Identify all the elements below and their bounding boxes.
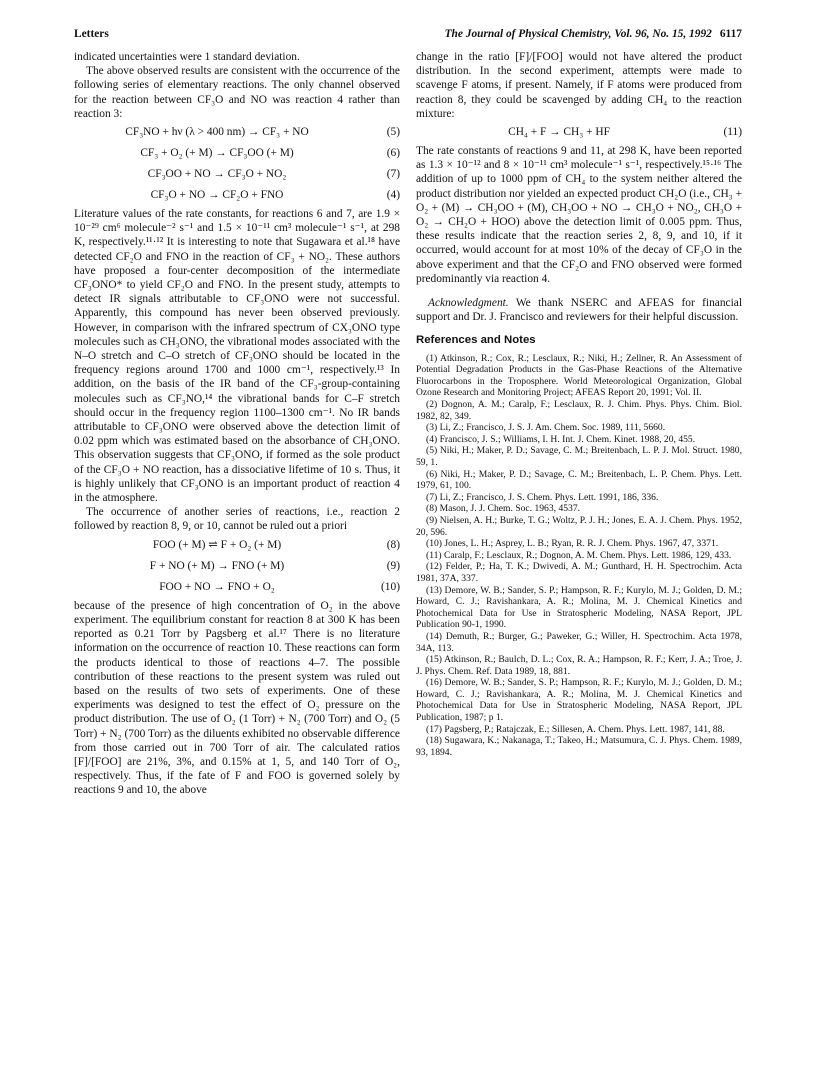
equation-block: [74, 536, 400, 597]
equation: [74, 123, 400, 142]
references-list: [416, 353, 742, 759]
paragraph: The above observed results are consistent with the occurrence of the following series of elementary reactions. The only channel observed for the reaction between CF₃O and NO was reaction 4 rather than reaction 3:: [74, 65, 400, 120]
references-heading: References and Notes: [416, 334, 536, 347]
equation-number: (10): [381, 580, 400, 593]
paragraph: The rate constants of reactions 9 and 11, at 298 K, have been reported as 1.3 × 10⁻¹² and 8 × 10⁻¹¹ cm³ molecule⁻¹ s⁻¹, respectively.¹⁵·¹⁶ The addition of up to 1000 ppm of CH₄ to the system neither altered the product distribution nor yielded an expected product CH₂O (i.e., CH₃ + O₂ + (M) → CH₃OO + (M), CH₃OO + NO → CH₃O + NO₂, CH₃O + O₂ → CH₂O + HOO) above the detection limit of 0.005 ppm. Thus, these results indicate that the reaction series 2, 8, 9, and 10, if it occurred, would account for at most 10% of the decay of CF₃O in the above experiment and that the CF₂O and FNO observed were formed predominantly via reaction 4.: [416, 145, 742, 285]
equation-expression: CF₃O + NO → CF₂O + FNO: [150, 189, 284, 202]
reference-item: (13) Demore, W. B.; Sander, S. P.; Hampson, R. F.; Kurylo, M. J.; Golden, D. M.; Howard, C. J.; Ravishankara, A. R.; Molina, M. J. Chemical Kinetics and Photochemical Data for Use in Stratospheric Modeling, NASA Report, JPL Publication 90-1, 1990.: [416, 584, 742, 631]
equation-number: (7): [386, 168, 400, 181]
equation: [74, 144, 400, 163]
equation-expression: CH₄ + F → CH₃ + HF: [508, 126, 610, 139]
reference-item: (6) Niki, H.; Maker, P. D.; Savage, C. M.; Breitenbach, L. P. Chem. Phys. Lett. 1979, 61, 100.: [416, 468, 742, 492]
reference-item: (18) Sugawara, K.; Nakanaga, T.; Takeo, H.; Matsumura, C. J. Phys. Chem. 1989, 93, 1894.: [416, 735, 742, 758]
reference-item: (2) Dognon, A. M.; Caralp, F.; Lesclaux, R. J. Chim. Phys. Phys. Chim. Biol. 1982, 82, 349.: [416, 399, 742, 422]
section-label: Letters: [74, 28, 109, 40]
equation-number: (5): [386, 126, 400, 139]
equation-number: (4): [386, 189, 400, 202]
reference-item: (8) Mason, J. J. Chem. Soc. 1963, 4537.: [426, 503, 581, 515]
reference-item: (3) Li, Z.; Francisco, J. S. J. Am. Chem. Soc. 1989, 111, 5660.: [426, 422, 666, 434]
reference-item: (11) Caralp, F.; Lesclaux, R.; Dognon, A. M. Chem. Phys. Lett. 1986, 129, 433.: [426, 549, 732, 561]
reference-item: (12) Felder, P.; Ha, T. K.; Dwivedi, A. M.; Gunthard, H. H. Spectrochim. Acta 1981, 37A, 337.: [416, 561, 742, 584]
equation-expression: CF₃NO + hν (λ > 400 nm) → CF₃ + NO: [125, 126, 309, 139]
journal-name: The Journal of Physical Chemistry, Vol. 96, No. 15, 1992: [444, 28, 712, 40]
equation: [74, 186, 400, 205]
equation-number: (6): [386, 147, 400, 160]
equation-expression: CF₃OO + NO → CF₃O + NO₂: [147, 168, 287, 181]
equation: [74, 578, 400, 597]
reference-item: (1) Atkinson, R.; Cox, R.; Lesclaux, R.; Niki, H.; Zellner, R. An Assessment of Potential Degradation Products in the Gas-Phase Reactions of the Alternative Fluorocarbons in the Troposphere. World Meteorological Organization, Global Ozone Research and Monitoring Project; AFEAS Report 20, 1991; Vol. II.: [416, 352, 742, 399]
equation-number: (8): [386, 538, 400, 551]
equation: [74, 557, 400, 576]
equation-expression: FOO (+ M) ⇌ F + O₂ (+ M): [152, 538, 282, 551]
equation-number: (11): [723, 126, 742, 139]
acknowledgment: [416, 296, 742, 324]
equation: [74, 165, 400, 184]
reference-item: (17) Pagsberg, P.; Ratajczak, E.; Sillesen, A. Chem. Phys. Lett. 1987, 141, 88.: [426, 723, 725, 735]
paragraph: Literature values of the rate constants, for reactions 6 and 7, are 1.9 × 10⁻²⁹ cm⁶ molecule⁻² s⁻¹ and 1.5 × 10⁻¹¹ cm³ molecule⁻¹ s⁻¹, at 298 K, respectively.¹¹·¹² It is interesting to note that Sugawara et al.¹⁸ have detected CF₂O and FNO in the reaction of CF₃ + NO₂. These authors have proposed a four-center decomposition of the intermediate CF₃ONO* to yield CF₂O and FNO. In the present study, attempts to detect IR signals attributable to CF₃ONO were not successful. Apparently, this compound has never been observed previously. However, in comparison with the infrared spectrum of CX₃ONO type molecules such as CH₃ONO, the vibrational modes associated with the N–O stretch and C–O stretch of CF₃ONO should be located in the frequency regions around 1700 and 1000 cm⁻¹, respectively.¹³ In addition, on the basis of the IR band of the CF₃-group-containing molecules such as CF₃NO,¹⁴ the vibrational bands for C–F stretch should occur in the frequency region 1100–1300 cm⁻¹. No IR bands attributable to CF₃ONO were observed above the detection limit of 0.02 ppm which was estimated based on the absorbance of CH₃ONO. This observation suggests that CF₃ONO, if formed as the sole product of the CF₃O + NO reaction, has a dissociative lifetime of 10 s. Thus, it is highly unlikely that CF₃ONO is an important product of reaction 4 in the atmosphere.: [74, 208, 400, 505]
left-column: [74, 50, 400, 798]
equation-number: (9): [386, 559, 400, 572]
acknowledgment-text: We thank NSERC and AFEAS for financial support and Dr. J. Francisco and reviewers for their helpful discussion.: [416, 297, 742, 324]
right-column: [416, 50, 742, 758]
reference-item: (7) Li, Z.; Francisco, J. S. Chem. Phys. Lett. 1991, 186, 336.: [426, 491, 659, 503]
paragraph: change in the ratio [F]/[FOO] would not have altered the product distribution. In the second experiment, attempts were made to scavenge F atoms, if present. Namely, if F atoms were produced from reaction 8, they could be scavenged by adding CH₄ to the reaction mixture:: [416, 51, 742, 120]
equation-expression: F + NO (+ M) → FNO (+ M): [149, 559, 285, 572]
equation: [416, 123, 742, 142]
equation: [74, 536, 400, 555]
journal-citation: [445, 28, 742, 40]
reference-item: (4) Francisco, J. S.; Williams, I. H. Int. J. Chem. Kinet. 1988, 20, 455.: [426, 433, 696, 445]
equation-expression: FOO + NO → FNO + O₂: [159, 580, 275, 593]
reference-item: (9) Nielsen, A. H.; Burke, T. G.; Woltz, P. J. H.; Jones, E. A. J. Chem. Phys. 1952, 20, 596.: [416, 514, 742, 538]
equation-block: [74, 123, 400, 205]
reference-item: (16) Demore, W. B.; Sander, S. P.; Hampson, R. F.; Kurylo, M. J.; Golden, D. M.; Howard, C. J.; Ravishankara, A. R.; Molina, M. J. Chemical Kinetics and Photochemical Data for Use in Stratospheric Modeling, NASA Report, JPL Publication, 1987; p 1.: [416, 677, 742, 724]
paragraph: indicated uncertainties were 1 standard deviation.: [74, 51, 300, 63]
page-number: 6117: [719, 28, 742, 40]
reference-item: (10) Jones, L. H.; Asprey, L. B.; Ryan, R. R. J. Chem. Phys. 1967, 47, 3371.: [426, 538, 719, 550]
reference-item: (14) Demuth, R.; Burger, G.; Paweker, G.; Willer, H. Spectrochim. Acta 1978, 34A, 113.: [416, 630, 742, 654]
paragraph: The occurrence of another series of reactions, i.e., reaction 2 followed by reaction 8, 9, or 10, cannot be ruled out a priori: [74, 506, 400, 533]
acknowledgment-label: Acknowledgment.: [428, 297, 509, 310]
running-header: [74, 28, 742, 44]
reference-item: (15) Atkinson, R.; Baulch, D. L.; Cox, R. A.; Hampson, R. F.; Kerr, J. A.; Troe, J. J. Phys. Chem. Ref. Data 1989, 18, 881.: [416, 654, 742, 677]
reference-item: (5) Niki, H.; Maker, P. D.; Savage, C. M.; Breitenbach, L. P. J. Mol. Struct. 1980, 59, 1.: [416, 445, 742, 468]
equation-expression: CF₃ + O₂ (+ M) → CF₃OO (+ M): [140, 147, 294, 160]
paragraph: because of the presence of high concentration of O₂ in the above experiment. The equilibrium constant for reaction 8 at 300 K has been reported as 0.21 Torr by Pagsberg et al.¹⁷ There is no literature information on the occurrence of reaction 10. These reactions can form the products identical to those of reactions 4–7. The possible contribution of these reactions to the present system was ruled out based on the results of two sets of experiments. One of these experiments was designed to test the effect of O₂ pressure on the product distribution. The use of O₂ (1 Torr) + N₂ (700 Torr) and O₂ (5 Torr) + N₂ (700 Torr) as the diluents exhibited no observable difference from those carried out in 700 Torr of air. The calculated ratios [F]/[FOO] are 21%, 3%, and 0.15% at 1, 5, and 140 Torr of O₂, respectively. Thus, if the fate of F and FOO is governed solely by reactions 9 and 10, the above: [74, 599, 400, 797]
